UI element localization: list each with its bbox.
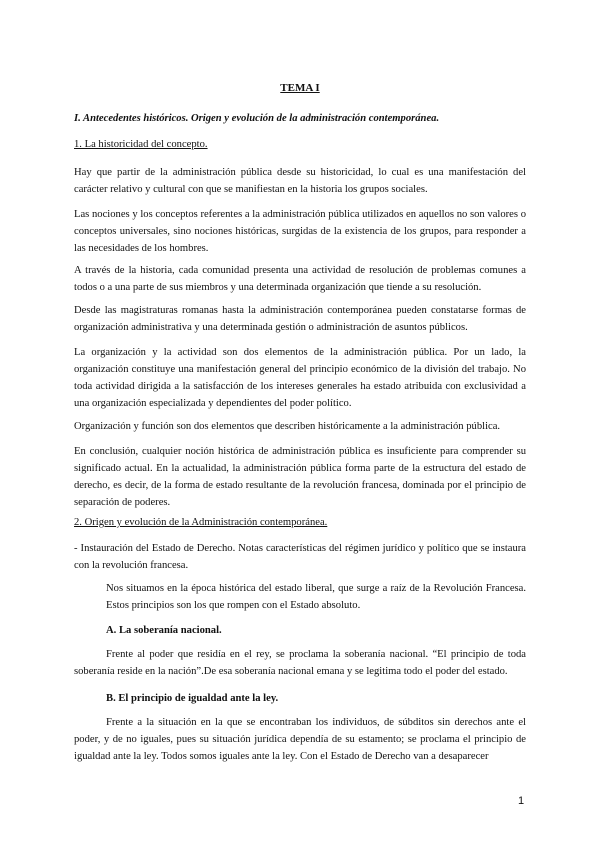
paragraph-8: - Instauración del Estado de Derecho. Notas características del régimen jurídico y político que se instaura con la revolución francesa. <box>74 543 526 571</box>
section-heading: I. Antecedentes históricos. Origen y evolución de la administración contemporánea. <box>74 113 440 124</box>
paragraph-9: Nos situamos en la época histórica del estado liberal, que surge a raíz de la Revolución Francesa. Estos principios son los que rompen con el Estado absoluto. <box>106 583 526 611</box>
paragraph-2: Las nociones y los conceptos referentes a la administración pública utilizados en aquellos no son valores o conceptos universales, sino nociones históricas, surgidas de la existencia de los grupos, para responder a las necesidades de los hombres. <box>74 209 526 254</box>
paragraph-4: Desde las magistraturas romanas hasta la administración contemporánea pueden constatarse formas de organización administrativa y una determinada gestión o administración de asuntos públicos. <box>74 305 526 333</box>
heading-a: A. La soberanía nacional. <box>106 625 222 636</box>
page-number: 1 <box>518 795 525 807</box>
paragraph-10: Frente al poder que residía en el rey, se proclama la soberanía nacional. “El principio de toda soberanía reside en la nación”.De esa soberanía nacional emana y se legitima todo el poder del estado. <box>74 649 526 677</box>
paragraph-7: En conclusión, cualquier noción histórica de administración pública es insuficiente para comprender su significado actual. En la actualidad, la administración pública forma parte de la estructura del estado de derecho, es decir, de la forma de estado resultante de la revolución francesa, dominada por el principio de separación de poderes. <box>74 446 526 508</box>
paragraph-1: Hay que partir de la administración pública desde su historicidad, lo cual es una manifestación del carácter relativo y cultural con que se manifiestan en la historia los grupos sociales. <box>74 167 526 195</box>
paragraph-11: Frente a la situación en la que se encontraban los individuos, de súbditos sin derechos ante el poder, y de no iguales, pues su situación jurídica dependía de su estamento; se proclama el principio de igualdad ante la ley. Todos somos iguales ante la ley. Con el Estado de Derecho van a desaparecer <box>74 717 526 762</box>
paragraph-6: Organización y función son dos elementos que describen históricamente a la administración pública. <box>74 421 501 432</box>
heading-b: B. El principio de igualdad ante la ley. <box>106 693 279 704</box>
page-title: TEMA I <box>280 82 320 94</box>
paragraph-3: A través de la historia, cada comunidad presenta una actividad de resolución de problemas comunes a todos o a una parte de sus miembros y una determinada organización que tiende a su resolución. <box>74 265 526 293</box>
paragraph-5: La organización y la actividad son dos elementos de la administración pública. Por un lado, la organización constituye una manifestación general del principio económico de la división del trabajo. No toda actividad dirigida a la satisfacción de los intereses generales ha estado atribuida con exclusividad a una organización especializada y dependientes del poder político. <box>74 347 526 409</box>
subheading-2: 2. Origen y evolución de la Administración contemporánea. <box>74 517 328 528</box>
subheading-1: 1. La historicidad del concepto. <box>74 139 208 150</box>
